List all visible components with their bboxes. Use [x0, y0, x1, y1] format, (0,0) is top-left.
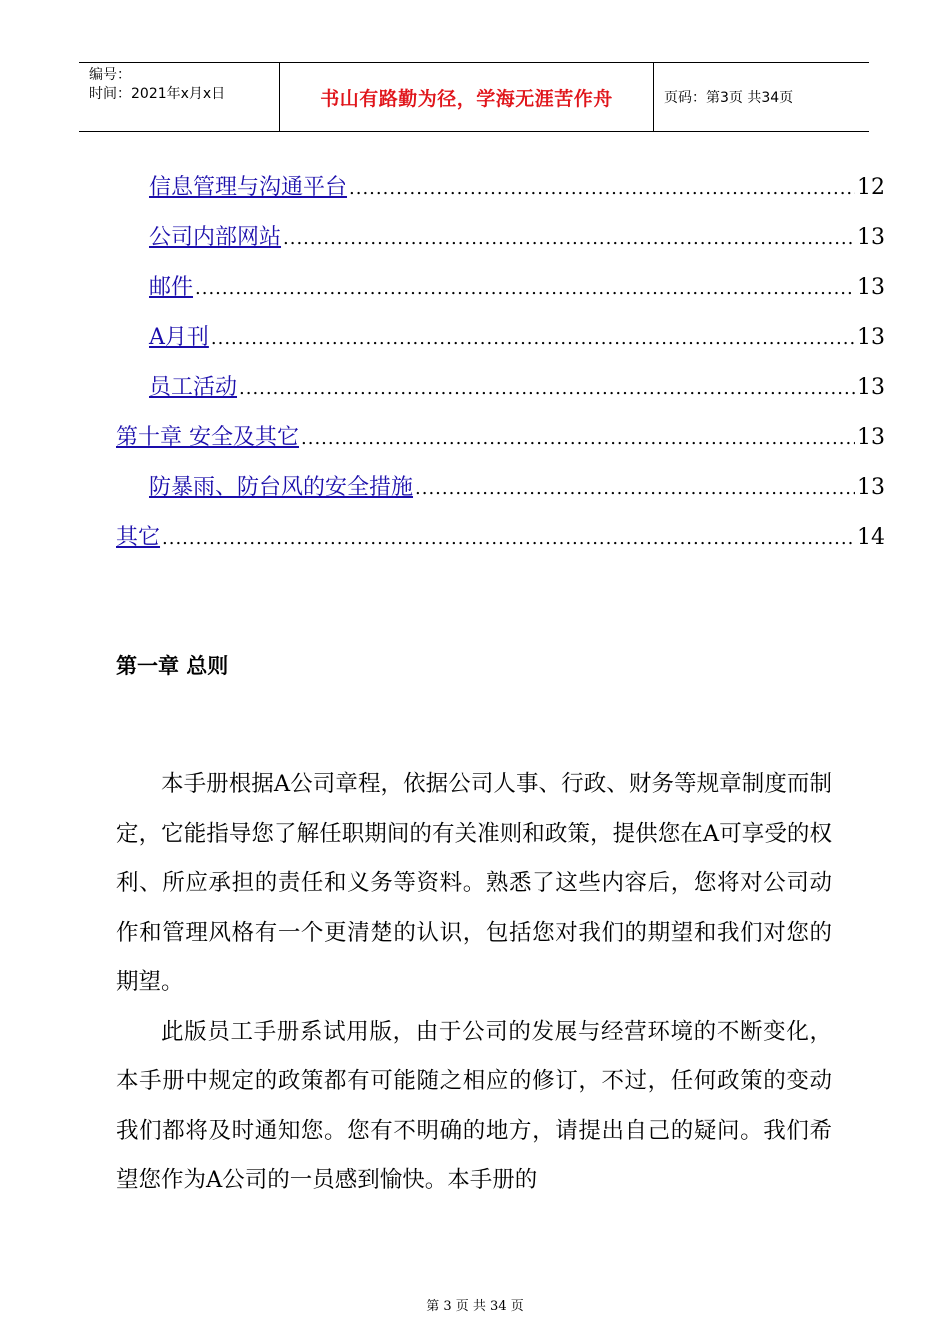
toc-entry[interactable]: [116, 470, 885, 520]
header-info-cell: [79, 63, 280, 131]
toc-page-number: 13: [857, 425, 885, 450]
toc-entry-link[interactable]: 第十章 安全及其它: [116, 425, 299, 450]
toc-entry-link[interactable]: A月刊: [149, 325, 209, 350]
toc-entry[interactable]: [116, 220, 885, 270]
toc-dot-leader: [415, 478, 855, 499]
header-page-code: 页码：第3页 共34页: [664, 90, 794, 106]
toc-dot-leader: [301, 428, 855, 449]
toc-dot-leader: [195, 278, 855, 299]
header-motto: 书山有路勤为径，学海无涯苦作舟: [320, 87, 613, 110]
body-text: [116, 760, 832, 1206]
toc-entry-link[interactable]: 邮件: [149, 275, 194, 300]
toc-entry-link[interactable]: 信息管理与沟通平台: [149, 175, 348, 200]
toc-entry-link[interactable]: 员工活动: [149, 375, 238, 400]
toc-page-number: 13: [857, 375, 885, 400]
page-footer: 第 3 页 共 34 页: [426, 1299, 524, 1314]
body-paragraph: 此版员工手册系试用版，由于公司的发展与经营环境的不断变化，本手册中规定的政策都有可能随之相应的修订，不过，任何政策的变动我们都将及时通知您。您有不明确的地方，请提出自己的疑问。我们希望您作为A公司的一员感到愉快。本手册的: [116, 1018, 832, 1193]
toc-dot-leader: [283, 228, 855, 249]
toc-page-number: 13: [857, 475, 885, 500]
body-paragraph: 本手册根据A公司章程，依据公司人事、行政、财务等规章制度而制定，它能指导您了解任职期间的有关准则和政策，提供您在A可享受的权利、所应承担的责任和义务等资料。熟悉了这些内容后，您将对公司动作和管理风格有一个更清楚的认识，包括您对我们的期望和我们对您的期望。: [116, 771, 832, 995]
table-of-contents: [116, 170, 885, 570]
chapter-heading: 第一章 总则: [116, 654, 229, 678]
toc-page-number: 13: [857, 275, 885, 300]
toc-page-number: 12: [857, 175, 885, 200]
toc-dot-leader: [239, 378, 855, 399]
toc-dot-leader: [211, 328, 855, 349]
time-label: 时间：2021年x月x日: [89, 86, 226, 102]
toc-page-number: 14: [857, 525, 885, 550]
toc-entry[interactable]: [116, 520, 885, 570]
toc-dot-leader: [349, 178, 855, 199]
toc-dot-leader: [162, 528, 855, 549]
toc-entry-link[interactable]: 其它: [116, 525, 161, 550]
toc-entry[interactable]: [116, 270, 885, 320]
header-page-cell: [654, 63, 869, 131]
toc-entry[interactable]: [116, 320, 885, 370]
toc-entry[interactable]: [116, 420, 885, 470]
toc-entry[interactable]: [116, 370, 885, 420]
page-header: [79, 62, 869, 132]
serial-label: 编号：: [89, 67, 131, 83]
toc-page-number: 13: [857, 225, 885, 250]
toc-entry-link[interactable]: 公司内部网站: [149, 225, 282, 250]
toc-page-number: 13: [857, 325, 885, 350]
toc-entry[interactable]: [116, 170, 885, 220]
header-motto-cell: [280, 63, 654, 131]
toc-entry-link[interactable]: 防暴雨、防台风的安全措施: [149, 475, 414, 500]
